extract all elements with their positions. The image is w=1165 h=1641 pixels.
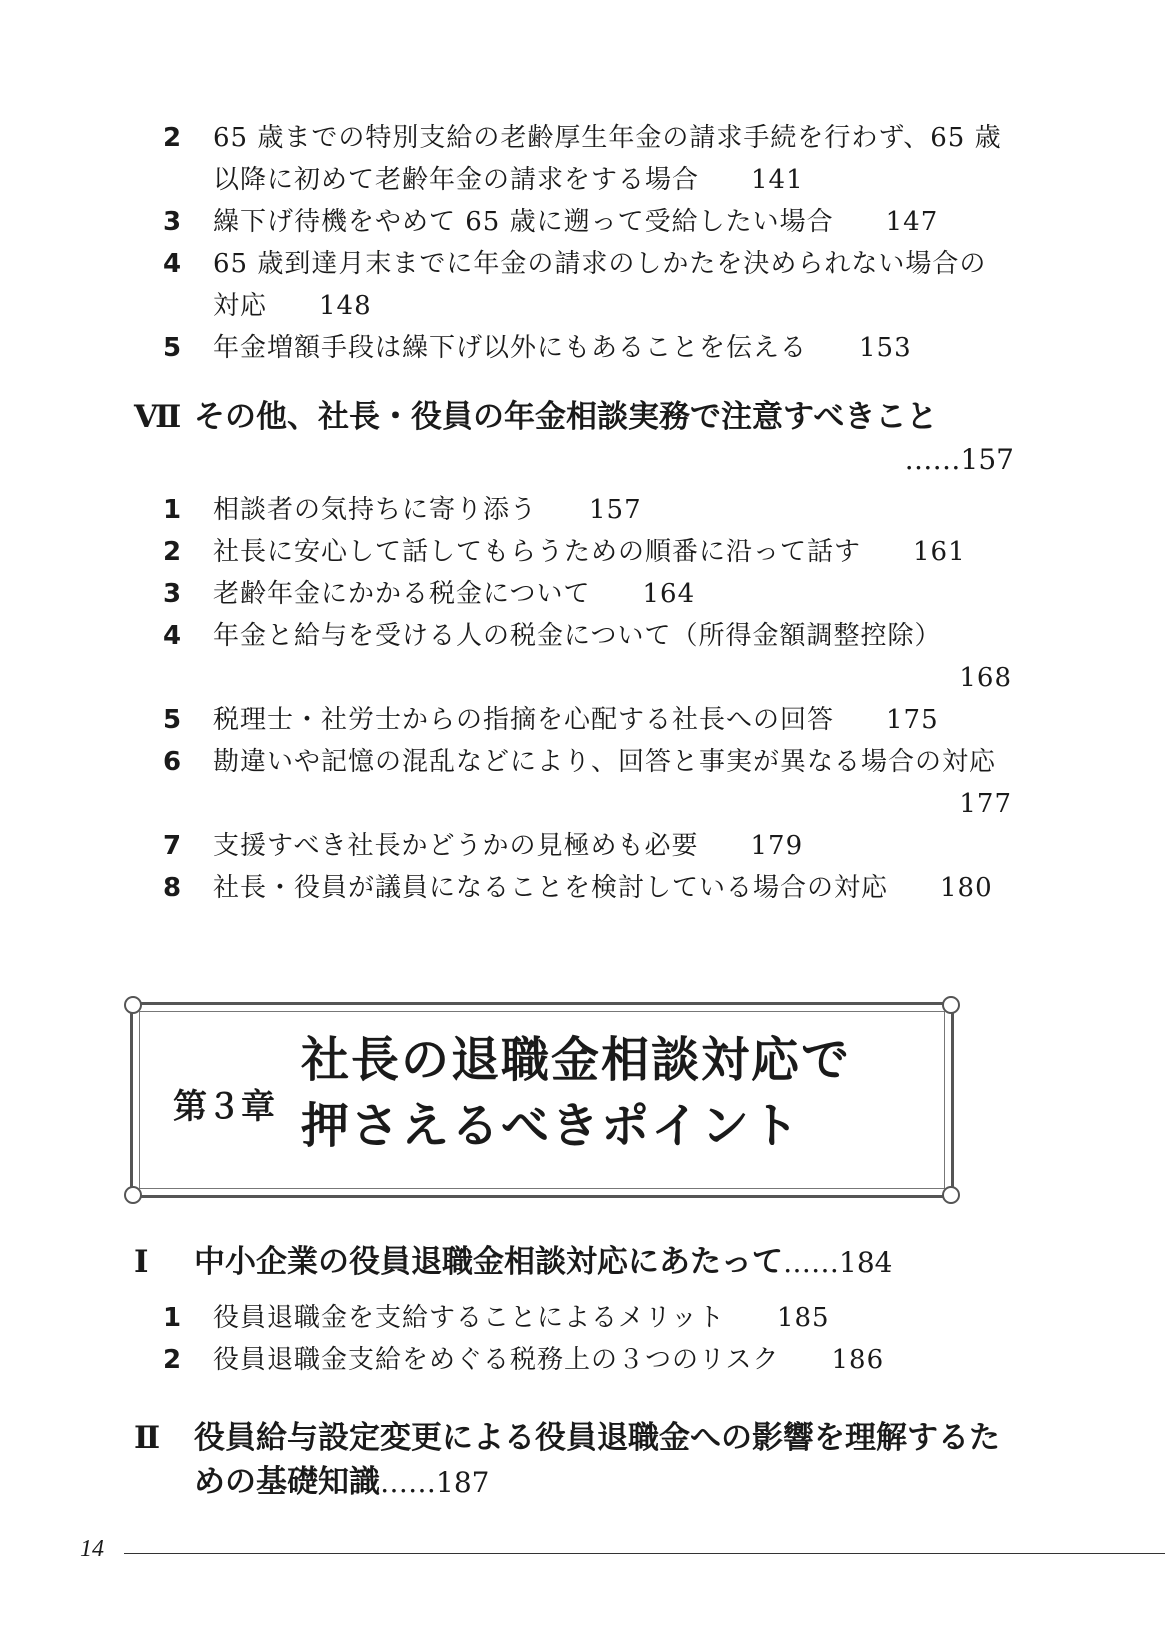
page-number: 185 bbox=[776, 1303, 830, 1333]
section-title: その他、社長・役員の年金相談実務で注意すべきこと bbox=[194, 399, 938, 435]
entry-number: 6 bbox=[163, 747, 183, 777]
entry-title: 役員退職金支給をめぐる税務上の３つのリスク bbox=[213, 1345, 780, 1375]
entry-title: 65 歳到達月末までに年金の請求のしかたを決められない場合の bbox=[213, 249, 987, 279]
section-numeral: Ⅶ bbox=[134, 399, 182, 435]
chapter-label: 第３章 bbox=[173, 1087, 275, 1127]
entry-title: 年金増額手段は繰下げ以外にもあることを伝える bbox=[213, 333, 808, 363]
corner-ornament bbox=[124, 996, 142, 1014]
page-number: 157 bbox=[960, 443, 1014, 476]
folio-page-number: 14 bbox=[80, 1536, 104, 1562]
entry-title: 勘違いや記憶の混乱などにより、回答と事実が異なる場合の対応 bbox=[213, 747, 997, 777]
corner-ornament bbox=[942, 996, 960, 1014]
entry-title: 年金と給与を受ける人の税金について（所得金額調整控除） bbox=[213, 621, 942, 651]
section-numeral: Ⅱ bbox=[134, 1420, 161, 1456]
page-number: 147 bbox=[885, 207, 939, 237]
chapter-title-line: 押さえるべきポイント bbox=[301, 1098, 802, 1154]
corner-ornament bbox=[124, 1186, 142, 1204]
page-number: 168 bbox=[959, 663, 1012, 693]
entry-title: 65 歳までの特別支給の老齢厚生年金の請求手続を行わず、65 歳 bbox=[213, 123, 1002, 153]
entry-title: 老齢年金にかかる税金について bbox=[213, 579, 591, 609]
entry-number: 2 bbox=[163, 1345, 183, 1375]
entry-number: 3 bbox=[163, 207, 183, 237]
chapter-title-line: 社長の退職金相談対応で bbox=[301, 1032, 852, 1088]
entry-title: 税理士・社労士からの指摘を心配する社長への回答 bbox=[213, 705, 835, 735]
entry-number: 1 bbox=[163, 495, 183, 525]
entry-number: 8 bbox=[163, 873, 183, 903]
entry-title: 繰下げ待機をやめて 65 歳に遡って受給したい場合 bbox=[213, 207, 834, 237]
entry-number: 3 bbox=[163, 579, 183, 609]
page-number: 180 bbox=[940, 873, 993, 903]
entry-number: 5 bbox=[163, 705, 183, 735]
entry-number: 7 bbox=[163, 831, 183, 861]
entry-title: 以降に初めて老齢年金の請求をする場合 bbox=[213, 165, 700, 195]
page-number: 186 bbox=[831, 1345, 885, 1375]
page-number: 161 bbox=[913, 537, 966, 567]
chapter-heading-box bbox=[130, 1002, 954, 1198]
leader-dots: …… bbox=[783, 1246, 839, 1279]
page-number: 148 bbox=[319, 291, 372, 321]
entry-number: 2 bbox=[163, 123, 183, 153]
entry-title: 役員退職金を支給することによるメリット bbox=[213, 1303, 725, 1333]
entry-number: 5 bbox=[163, 333, 183, 363]
page-number: 157 bbox=[589, 495, 642, 525]
entry-number: 2 bbox=[163, 537, 183, 567]
page-number: 153 bbox=[859, 333, 912, 363]
page-number: 164 bbox=[642, 579, 696, 609]
entry-title: 対応 bbox=[213, 291, 268, 321]
entry-number: 4 bbox=[163, 621, 183, 651]
entry-number: 4 bbox=[163, 249, 183, 279]
section-title: 役員給与設定変更による役員退職金への影響を理解するた bbox=[194, 1420, 1000, 1456]
page-number: 177 bbox=[959, 789, 1012, 819]
section-numeral: Ⅰ bbox=[134, 1244, 149, 1280]
entry-title: 支援すべき社長かどうかの見極めも必要 bbox=[213, 831, 699, 861]
chapter-title bbox=[301, 1027, 851, 1159]
folio-rule bbox=[124, 1553, 1165, 1554]
page-number: 184 bbox=[839, 1246, 893, 1279]
leader-dots: …… bbox=[904, 443, 961, 476]
entry-title: 社長・役員が議員になることを検討している場合の対応 bbox=[213, 873, 889, 903]
section-title: めの基礎知識 bbox=[194, 1464, 380, 1500]
section-title: 中小企業の役員退職金相談対応にあたって bbox=[194, 1244, 783, 1280]
leader-dots: …… bbox=[380, 1466, 436, 1499]
entry-number: 1 bbox=[163, 1303, 183, 1333]
page-number: 141 bbox=[751, 165, 804, 195]
page-number: 187 bbox=[436, 1466, 490, 1499]
page-number: 179 bbox=[750, 831, 804, 861]
entry-title: 社長に安心して話してもらうための順番に沿って話す bbox=[213, 537, 862, 567]
corner-ornament bbox=[942, 1186, 960, 1204]
entry-title: 相談者の気持ちに寄り添う bbox=[213, 495, 538, 525]
page-number: 175 bbox=[886, 705, 939, 735]
